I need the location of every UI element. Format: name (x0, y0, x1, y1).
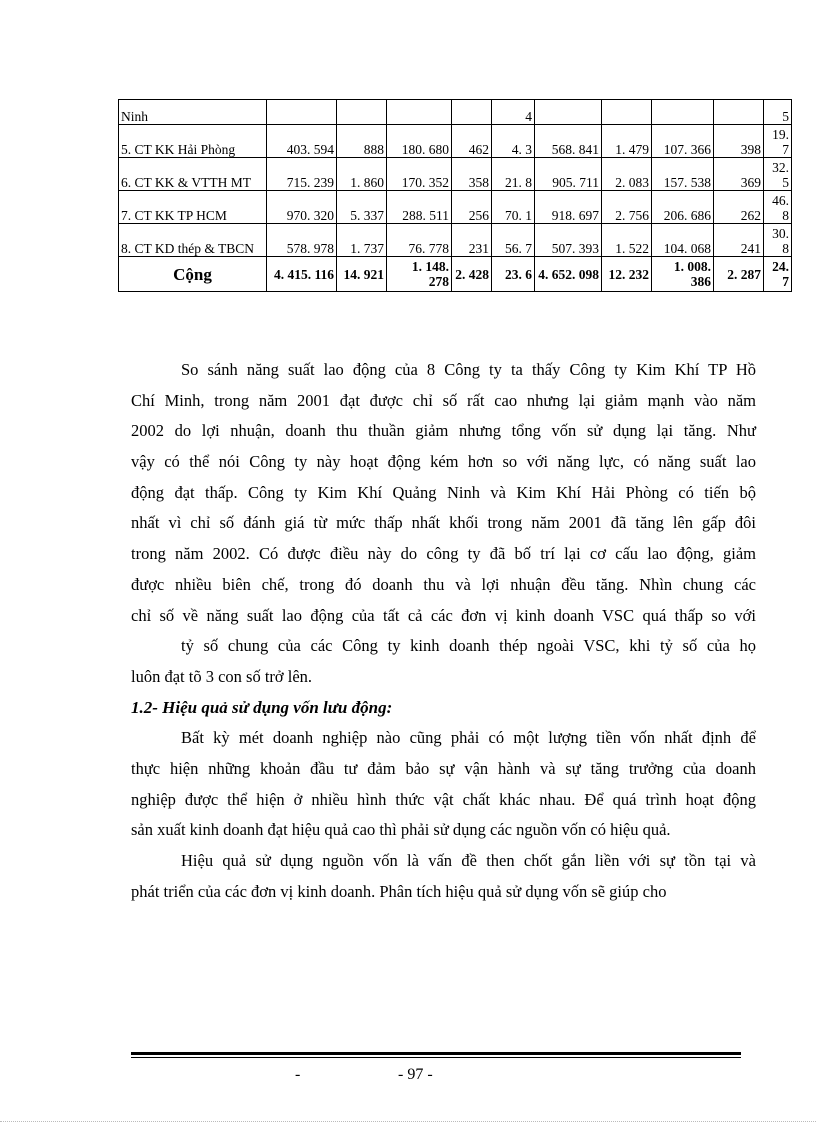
cell: 4. 652. 098 (535, 257, 602, 292)
cell: 180. 680 (387, 125, 452, 158)
cell: 507. 393 (535, 224, 602, 257)
cell: 358 (452, 158, 492, 191)
cell (535, 100, 602, 125)
footer-rule (131, 1052, 741, 1055)
cell: 206. 686 (652, 191, 714, 224)
page-edge-divider (0, 1121, 816, 1122)
cell: 1. 479 (602, 125, 652, 158)
total-label: Cộng (119, 257, 267, 292)
row-name: 7. CT KK TP HCM (119, 191, 267, 224)
row-name: 8. CT KD thép & TBCN (119, 224, 267, 257)
cell: 24. 7 (764, 257, 792, 292)
cell: 888 (337, 125, 387, 158)
footer-dash: - (295, 1066, 301, 1083)
table-row (119, 125, 792, 158)
cell: 157. 538 (652, 158, 714, 191)
text-line: phát triển của các đơn vị kinh doanh. Phân tích hiệu quả sử dụng vốn sẽ giúp cho (131, 881, 667, 901)
cell: 56. 7 (492, 224, 535, 257)
section-heading: 1.2- Hiệu quả sử dụng vốn lưu động: (131, 697, 393, 717)
cell: 4 (492, 100, 535, 125)
cell: 104. 068 (652, 224, 714, 257)
text-line: trong năm 2002. Có được điều này do công ty đã bố trí lại cơ cấu lao động, giảm (131, 544, 756, 564)
table-row (119, 191, 792, 224)
text-line: thực hiện những khoản đầu tư đảm bảo sự vận hành và sự tăng trưởng của doanh (131, 758, 756, 778)
paragraph-2 (131, 631, 756, 692)
text-line: So sánh năng suất lao động của 8 Công ty ta thấy Công ty Kim Khí TP Hồ (181, 360, 756, 379)
cell: 32. 5 (764, 158, 792, 191)
text-line: chỉ số về năng suất lao động của tất cả các đơn vị kinh doanh VSC quá thấp so với (131, 605, 756, 625)
cell: 970. 320 (267, 191, 337, 224)
cell: 2. 756 (602, 191, 652, 224)
cell: 4. 3 (492, 125, 535, 158)
cell: 23. 6 (492, 257, 535, 292)
cell: 5. 337 (337, 191, 387, 224)
cell (452, 100, 492, 125)
text-line: 2002 do lợi nhuận, doanh thu thuần giảm nhưng tổng vốn sử dụng lại tăng. Như (131, 421, 756, 441)
cell: 715. 239 (267, 158, 337, 191)
cell: 14. 921 (337, 257, 387, 292)
row-name: 5. CT KK Hải Phòng (119, 125, 267, 158)
cell: 905. 711 (535, 158, 602, 191)
page-number: - 97 - (398, 1066, 433, 1083)
row-name: 6. CT KK & VTTH MT (119, 158, 267, 191)
data-table (118, 99, 792, 292)
cell (602, 100, 652, 125)
cell: 2. 083 (602, 158, 652, 191)
cell (714, 100, 764, 125)
text-line: tỷ số chung của các Công ty kinh doanh thép ngoài VSC, khi tỷ số của họ (181, 636, 756, 656)
cell: 170. 352 (387, 158, 452, 191)
cell: 1. 737 (337, 224, 387, 257)
cell: 288. 511 (387, 191, 452, 224)
cell: 1. 860 (337, 158, 387, 191)
cell: 1. 148. 278 (387, 257, 452, 292)
cell: 12. 232 (602, 257, 652, 292)
cell: 256 (452, 191, 492, 224)
table-row (119, 224, 792, 257)
table-row (119, 158, 792, 191)
cell: 46. 8 (764, 191, 792, 224)
cell: 403. 594 (267, 125, 337, 158)
text-line: Chí Minh, trong năm 2001 đạt được chỉ số rất cao nhưng lại giảm mạnh vào năm (131, 390, 756, 410)
cell: 918. 697 (535, 191, 602, 224)
cell: 76. 778 (387, 224, 452, 257)
text-line: Bất kỳ mét doanh nghiệp nào cũng phải có một lượng tiền vốn nhất định để (181, 728, 756, 748)
text-line: động đạt thấp. Công ty Kim Khí Quảng Ninh và Kim Khí Hải Phòng có tiến bộ (131, 482, 756, 502)
cell: 19. 7 (764, 125, 792, 158)
text-line: luôn đạt tõ 3 con số trở lên. (131, 666, 313, 686)
cell: 30. 8 (764, 224, 792, 257)
cell: 107. 366 (652, 125, 714, 158)
footer-rule-thin (131, 1057, 741, 1058)
text-line: vậy có thể nói Công ty này hoạt động kém hơn so với năng lực, có năng suất lao (131, 452, 756, 472)
cell (652, 100, 714, 125)
cell (337, 100, 387, 125)
cell: 241 (714, 224, 764, 257)
cell: 1. 008. 386 (652, 257, 714, 292)
cell (267, 100, 337, 125)
cell: 262 (714, 191, 764, 224)
text-line: nhất vì chỉ số đánh giá từ mức thấp nhất khối trong năm 2001 đã tăng lên gấp đôi (131, 513, 756, 533)
cell: 21. 8 (492, 158, 535, 191)
table-row (119, 100, 792, 125)
paragraph-1 (131, 355, 756, 631)
text-line: Hiệu quả sử dụng nguồn vốn là vấn đề then chốt gắn liền với sự tồn tại và (181, 851, 756, 870)
cell: 398 (714, 125, 764, 158)
paragraph-3 (131, 723, 756, 846)
row-name: Ninh (119, 100, 267, 125)
cell: 2. 287 (714, 257, 764, 292)
table-total-row (119, 257, 792, 292)
cell: 231 (452, 224, 492, 257)
cell: 568. 841 (535, 125, 602, 158)
cell: 1. 522 (602, 224, 652, 257)
cell: 369 (714, 158, 764, 191)
text-line: nghiệp được thể hiện ở nhiều hình thức vật chất khác nhau. Để quá trình hoạt động (131, 789, 756, 809)
cell: 70. 1 (492, 191, 535, 224)
cell: 2. 428 (452, 257, 492, 292)
cell (387, 100, 452, 125)
cell: 462 (452, 125, 492, 158)
paragraph-4 (131, 846, 756, 907)
body-text (131, 355, 756, 907)
text-line: được nhiều biên chế, trong đó doanh thu và lợi nhuận đều tăng. Nhìn chung các (131, 574, 756, 594)
cell: 578. 978 (267, 224, 337, 257)
cell: 4. 415. 116 (267, 257, 337, 292)
cell: 5 (764, 100, 792, 125)
text-line: sản xuất kinh doanh đạt hiệu quả cao thì phải sử dụng các nguồn vốn có hiệu quả. (131, 820, 671, 840)
